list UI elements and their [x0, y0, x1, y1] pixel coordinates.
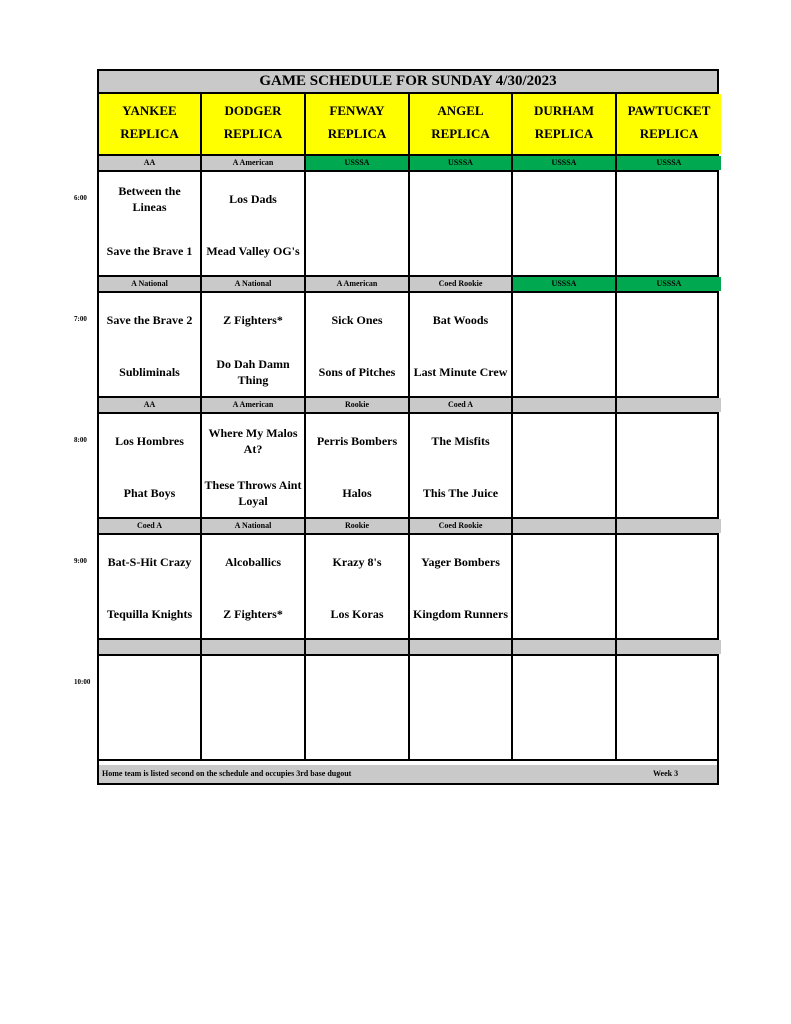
field-subtitle: REPLICA — [431, 126, 490, 141]
away-team: Los Dads — [229, 192, 277, 206]
division-label — [99, 640, 202, 654]
division-label: A National — [202, 519, 306, 533]
time-slot-row — [99, 656, 717, 761]
away-team — [101, 666, 198, 700]
division-label: USSSA — [410, 156, 513, 170]
field-header-1 — [99, 94, 202, 154]
away-team — [308, 182, 406, 216]
week-label: Week 3 — [653, 769, 679, 778]
time-label: 10:00 — [74, 678, 91, 686]
home-team: Save the Brave 1 — [106, 244, 193, 258]
home-team: This The Juice — [422, 486, 499, 500]
division-label: Coed Rookie — [410, 519, 513, 533]
away-team — [515, 666, 613, 700]
division-label — [617, 519, 721, 533]
game-cell — [306, 172, 410, 275]
field-subtitle: REPLICA — [639, 126, 699, 141]
game-cell — [306, 414, 410, 517]
division-label: USSSA — [617, 277, 721, 291]
game-cell — [99, 656, 202, 759]
time-label: 9:00 — [74, 557, 87, 565]
field-subtitle: REPLICA — [327, 126, 387, 141]
home-team: These Throws Aint Loyal — [204, 478, 302, 508]
game-cell — [99, 293, 202, 396]
home-team: Tequilla Knights — [106, 607, 193, 621]
away-team: Perris Bombers — [316, 434, 398, 448]
division-label — [617, 640, 721, 654]
away-team — [619, 424, 719, 458]
division-label: USSSA — [617, 156, 721, 170]
home-team: Halos — [342, 486, 372, 500]
division-row — [99, 398, 717, 414]
away-team: Sick Ones — [331, 313, 383, 327]
field-name: DODGER — [224, 103, 282, 118]
division-label — [410, 640, 513, 654]
game-cell — [410, 293, 513, 396]
field-name: YANKEE — [122, 103, 177, 118]
division-label — [513, 398, 617, 412]
away-team: Z Fighters* — [223, 313, 283, 327]
division-label — [617, 398, 721, 412]
home-team — [619, 355, 719, 389]
home-team: Last Minute Crew — [413, 365, 508, 379]
game-cell — [410, 656, 513, 759]
home-team: Phat Boys — [123, 486, 176, 500]
field-name: ANGEL — [437, 103, 484, 118]
home-team — [412, 234, 509, 268]
game-cell — [617, 172, 721, 275]
away-team — [308, 666, 406, 700]
division-label: A American — [202, 398, 306, 412]
away-team — [619, 303, 719, 337]
home-team: Subliminals — [119, 365, 180, 379]
game-cell — [617, 293, 721, 396]
time-slot-row — [99, 293, 717, 398]
away-team: Bat Woods — [432, 313, 489, 327]
time-label: 6:00 — [74, 194, 87, 202]
home-team — [412, 718, 509, 752]
time-label: 8:00 — [74, 436, 87, 444]
away-team — [412, 666, 509, 700]
game-cell — [99, 414, 202, 517]
game-cell — [202, 535, 306, 638]
game-cell — [306, 293, 410, 396]
division-label: A National — [202, 277, 306, 291]
away-team: Save the Brave 2 — [106, 313, 193, 327]
schedule-footer — [99, 765, 717, 783]
game-cell — [202, 293, 306, 396]
home-team: Z Fighters* — [223, 607, 283, 621]
away-team — [412, 182, 509, 216]
away-team — [515, 303, 613, 337]
field-subtitle: REPLICA — [223, 126, 283, 141]
field-header-2 — [202, 94, 306, 154]
game-cell — [513, 172, 617, 275]
game-cell — [99, 535, 202, 638]
away-team: Between the Lineas — [118, 184, 181, 214]
home-team — [101, 718, 198, 752]
division-label: Rookie — [306, 398, 410, 412]
game-cell — [306, 535, 410, 638]
game-cell — [202, 656, 306, 759]
field-subtitle: REPLICA — [120, 126, 179, 141]
home-team — [308, 718, 406, 752]
schedule-title: GAME SCHEDULE FOR SUNDAY 4/30/2023 — [99, 71, 717, 94]
home-team — [308, 234, 406, 268]
away-team: Bat-S-Hit Crazy — [107, 555, 192, 569]
division-label: Coed A — [99, 519, 202, 533]
division-label — [513, 640, 617, 654]
home-team — [515, 597, 613, 631]
home-team — [515, 718, 613, 752]
game-cell — [617, 535, 721, 638]
division-label: USSSA — [513, 277, 617, 291]
division-label: A American — [306, 277, 410, 291]
field-subtitle: REPLICA — [534, 126, 594, 141]
home-team: Mead Valley OG's — [206, 244, 300, 258]
footer-note: Home team is listed second on the schedule and occupies 3rd base dugout — [102, 769, 352, 778]
game-cell — [306, 656, 410, 759]
home-team — [515, 355, 613, 389]
game-cell — [99, 172, 202, 275]
game-cell — [410, 172, 513, 275]
division-label: AA — [99, 156, 202, 170]
time-slot-row — [99, 172, 717, 277]
home-team — [619, 476, 719, 510]
away-team — [619, 666, 719, 700]
away-team: The Misfits — [431, 434, 490, 448]
away-team — [515, 182, 613, 216]
division-label — [202, 640, 306, 654]
home-team — [619, 718, 719, 752]
home-team — [619, 597, 719, 631]
away-team — [515, 424, 613, 458]
away-team: Alcoballics — [225, 555, 281, 569]
division-label: AA — [99, 398, 202, 412]
away-team: Los Hombres — [115, 434, 184, 448]
away-team — [515, 545, 613, 579]
home-team: Sons of Pitches — [318, 365, 396, 379]
away-team — [619, 545, 719, 579]
away-team — [204, 666, 302, 700]
away-team: Yager Bombers — [421, 555, 500, 569]
division-label — [306, 640, 410, 654]
field-header-4 — [410, 94, 513, 154]
home-team: Do Dah Damn Thing — [216, 357, 290, 387]
home-team — [619, 234, 719, 268]
time-slot-row — [99, 414, 717, 519]
time-slot-row — [99, 535, 717, 640]
game-cell — [513, 535, 617, 638]
away-team: Where My Malos At? — [208, 426, 298, 456]
division-label: Coed A — [410, 398, 513, 412]
game-cell — [513, 656, 617, 759]
division-row — [99, 519, 717, 535]
division-row — [99, 277, 717, 293]
game-cell — [617, 656, 721, 759]
game-cell — [202, 172, 306, 275]
field-header-row — [99, 94, 717, 156]
home-team: Kingdom Runners — [412, 607, 509, 621]
schedule-sheet — [97, 69, 719, 785]
game-cell — [410, 414, 513, 517]
division-label: A American — [202, 156, 306, 170]
field-name: DURHAM — [534, 103, 594, 118]
game-cell — [617, 414, 721, 517]
division-label — [513, 519, 617, 533]
field-name: FENWAY — [329, 103, 385, 118]
away-team — [619, 182, 719, 216]
time-label: 7:00 — [74, 315, 87, 323]
game-cell — [513, 414, 617, 517]
division-label: USSSA — [306, 156, 410, 170]
division-row — [99, 640, 717, 656]
division-row — [99, 156, 717, 172]
home-team — [204, 718, 302, 752]
division-label: Coed Rookie — [410, 277, 513, 291]
division-label: A National — [99, 277, 202, 291]
game-cell — [202, 414, 306, 517]
home-team: Los Koras — [330, 607, 384, 621]
division-label: Rookie — [306, 519, 410, 533]
field-header-5 — [513, 94, 617, 154]
game-cell — [513, 293, 617, 396]
game-cell — [410, 535, 513, 638]
home-team — [515, 476, 613, 510]
away-team: Krazy 8's — [332, 555, 382, 569]
field-name: PAWTUCKET — [627, 103, 711, 118]
field-header-3 — [306, 94, 410, 154]
division-label: USSSA — [513, 156, 617, 170]
field-header-6 — [617, 94, 721, 154]
home-team — [515, 234, 613, 268]
